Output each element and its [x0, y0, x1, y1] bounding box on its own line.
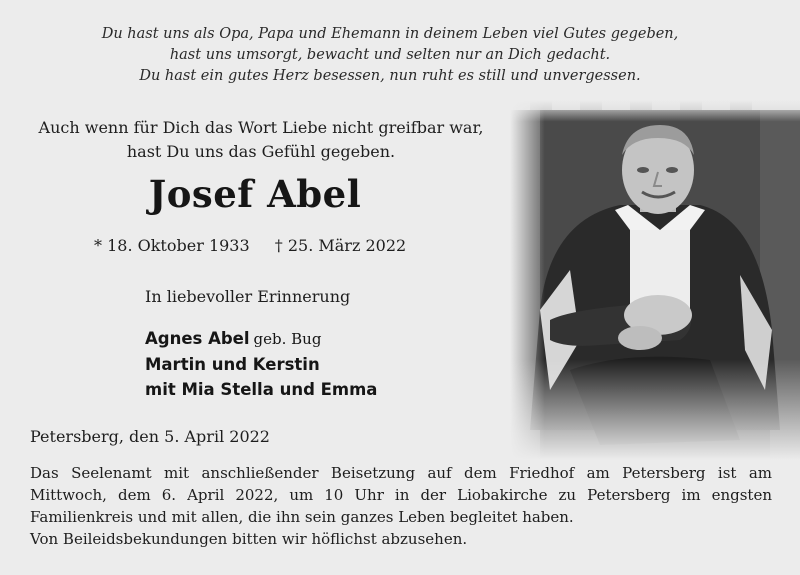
quote-line: hast Du uns das Gefühl gegeben. [126, 142, 396, 161]
poem-line: Du hast ein gutes Herz besessen, nun ruht es still und unvergessen. [139, 68, 641, 84]
quote-line: Auch wenn für Dich das Wort Liebe nicht greifbar war, [38, 118, 484, 137]
quote [22, 116, 500, 164]
place-date: Petersberg, den 5. April 2022 [30, 427, 270, 446]
life-dates [94, 236, 406, 255]
mourner-line [145, 326, 377, 352]
memory-text: In liebevoller Erinnerung [145, 287, 351, 306]
notice-line: Mittwoch, dem 6. April 2022, um 10 Uhr in der Liobakirche zu Petersberg im engsten [30, 486, 772, 504]
maiden-name: geb. Bug [253, 330, 322, 348]
mourners [145, 326, 377, 402]
service-notice [30, 462, 772, 550]
portrait-photo [510, 100, 800, 460]
poem-line: hast uns umsorgt, bewacht und selten nur an Dich gedacht. [169, 47, 611, 63]
notice-line: Familienkreis und mit allen, die ihn sein ganzes Leben begleitet haben. [30, 508, 574, 526]
notice-line: Von Beileidsbekundungen bitten wir höflichst abzusehen. [30, 530, 468, 548]
death-date: † 25. März 2022 [274, 236, 407, 255]
deceased-name: Josef Abel [148, 172, 362, 216]
birth-date: * 18. Oktober 1933 [94, 236, 250, 255]
poem [90, 24, 690, 87]
notice-line: Das Seelenamt mit anschließender Beisetzung auf dem Friedhof am Petersberg ist am [30, 464, 772, 482]
mourner-line: mit Mia Stella und Emma [145, 380, 378, 399]
poem-line: Du hast uns als Opa, Papa und Ehemann in deinem Leben viel Gutes gegeben, [101, 26, 679, 42]
mourner-name: Agnes Abel [145, 329, 250, 348]
mourner-line: Martin und Kerstin [145, 355, 320, 374]
